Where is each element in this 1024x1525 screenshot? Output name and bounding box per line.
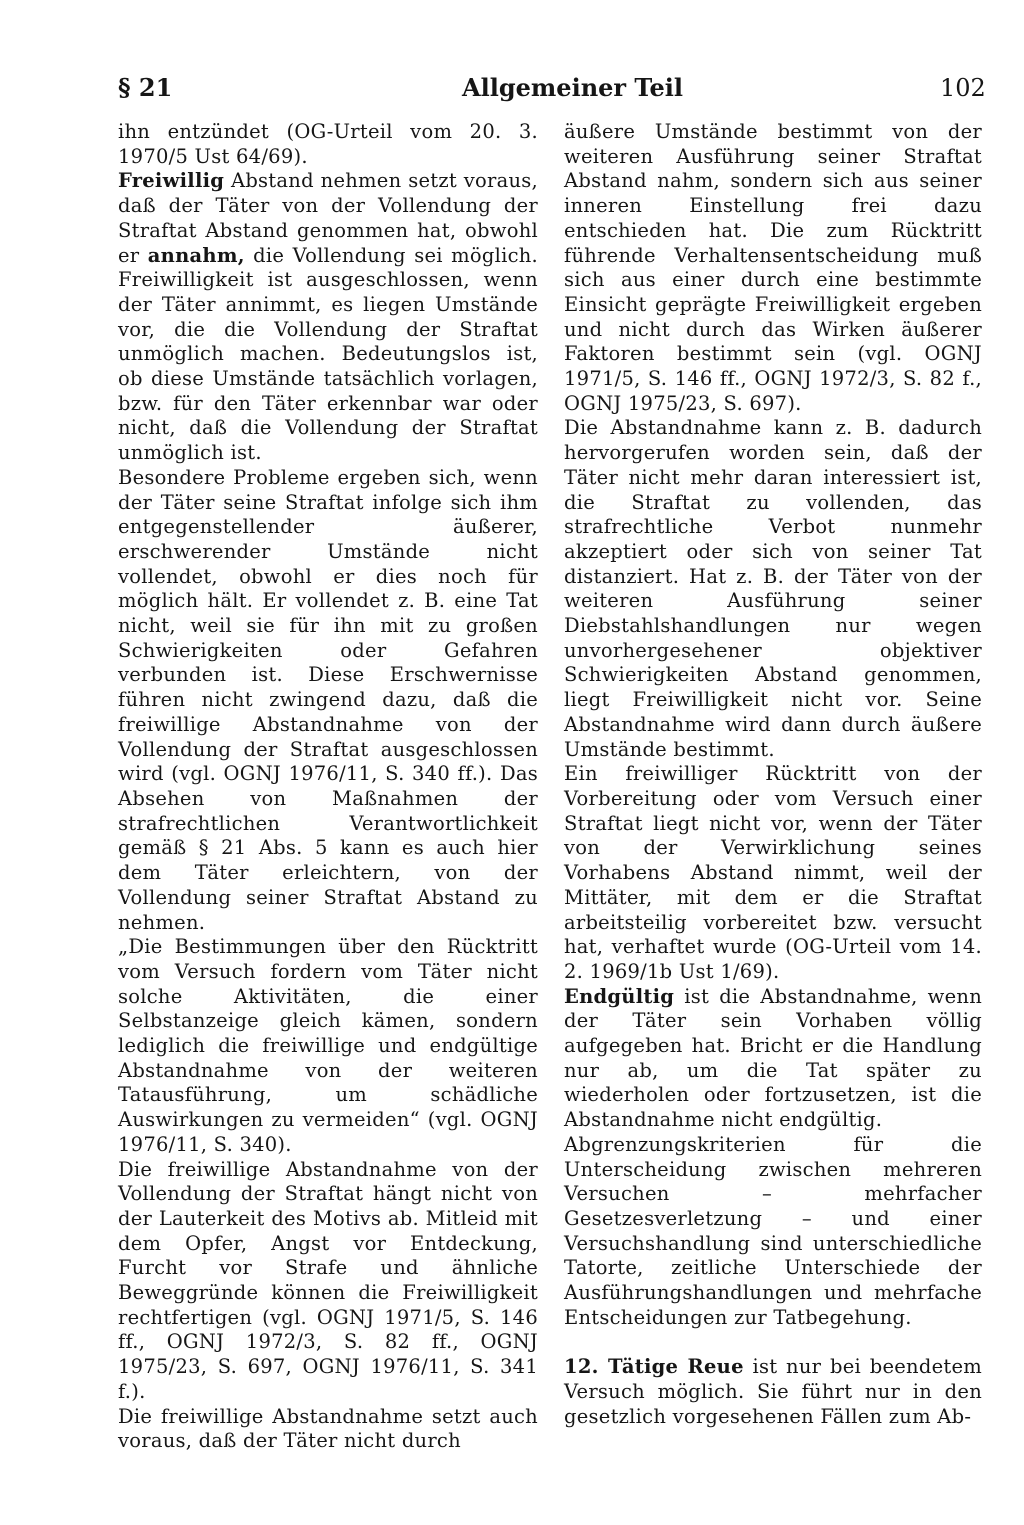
bold-term: 12. Tätige Reue (564, 1355, 744, 1379)
paragraph-gap (564, 1330, 982, 1355)
paragraph: Ein freiwilliger Rücktritt von der Vorbereitung oder vom Versuch einer Straftat liegt nicht vor, wenn der Täter von der Verwirklichung seines Vorhabens Abstand nimmt, weil der Mittäter, mit dem er die Straftat arbeitsteilig vorbereitet bzw. versucht hat, verhaftet wurde (OG-Urteil vom 14. 2. 1969/1b Ust 1/69). (564, 762, 982, 983)
paragraph: äußere Umstände bestimmt von der weiteren Ausführung seiner Straftat Abstand nahm, sondern sich aus seiner inneren Einstellung frei dazu entschieden hat. Die zum Rücktritt führende Verhaltensentscheidung muß sich aus einer durch eine bestimmte Einsicht geprägte Freiwilligkeit ergeben und nicht durch das Wirken äußerer Faktoren bestimmt sein (vgl. OGNJ 1971/5, S. 146 ff., OGNJ 1972/3, S. 82 f., OGNJ 1975/23, S. 697). (564, 120, 982, 415)
paragraph: ihn entzündet (OG-Urteil vom 20. 3. 1970/5 Ust 64/69). (118, 120, 538, 168)
paragraph: Die freiwillige Abstandnahme von der Vollendung der Straftat hängt nicht von der Lauterkeit des Motivs ab. Mitleid mit dem Opfer, Angst vor Entdeckung, Furcht vor Strafe und ähnliche Beweggründe können die Freiwilligkeit rechtfertigen (vgl. OGNJ 1971/5, S. 146 ff., OGNJ 1972/3, S. 82 ff., OGNJ 1975/23, S. 697, OGNJ 1976/11, S. 341 f.). (118, 1157, 538, 1403)
paragraph: Freiwillig Abstand nehmen setzt voraus, daß der Täter von der Vollendung der Straftat Abstand genommen hat, obwohl er annahm, die Vollendung sei möglich. Freiwilligkeit ist ausgeschlossen, wenn der Täter annimmt, es liegen Umstände vor, die die Vollendung der Straftat unmöglich machen. Bedeutungslos ist, ob diese Umstände tatsächlich vorlagen, bzw. für den Täter erkennbar war oder nicht, daß die Vollendung der Straftat unmöglich ist. (118, 169, 539, 465)
section-number: § 21 (118, 73, 173, 102)
paragraph: Besondere Probleme ergeben sich, wenn der Täter seine Straftat infolge sich ihm entgegenstellender äußerer, erschwerender Umstände nicht vollendet, obwohl er dies noch für möglich hält. Er vollendet z. B. eine Tat nicht, weil sie für ihn mit zu großen Schwierigkeiten oder Gefahren verbunden ist. Diese Erschwernisse führen nicht zwingend dazu, daß die freiwillige Abstandnahme von der Vollendung der Straftat ausgeschlossen wird (vgl. OGNJ 1976/11, S. 340 ff.). Das Absehen von Maßnahmen der strafrechtlichen Verantwortlichkeit gemäß § 21 Abs. 5 kann es auch hier dem Täter erleichtern, von der Vollendung seiner Straftat Abstand zu nehmen. (118, 465, 538, 934)
paragraph: 12. Tätige Reue ist nur bei beendetem Versuch möglich. Sie führt nur in den gesetzlich vorgesehenen Fällen zum Ab- (564, 1355, 982, 1428)
paragraph: Abgrenzungskriterien für die Unterscheidung zwischen mehreren Versuchen – mehrfacher Gesetzesverletzung – und einer Versuchshandlung sind unterschiedliche Tatorte, zeitliche Unterschiede der Ausführungshandlungen und mehrfache Entscheidungen zur Tatbegehung. (564, 1132, 982, 1329)
paragraph: Die freiwillige Abstandnahme setzt auch voraus, daß der Täter nicht durch (118, 1404, 538, 1453)
page-header (0, 68, 1024, 108)
running-title: Allgemeiner Teil (462, 73, 684, 102)
bold-term: Endgültig (564, 984, 675, 1008)
left-column (118, 120, 538, 1454)
paragraph: Die Abstandnahme kann z. B. dadurch hervorgerufen worden sein, daß der Täter nicht mehr daran interessiert ist, die Straftat zu vollenden, das strafrechtliche Verbot nunmehr akzeptiert oder sich von seiner Tat distanziert. Hat z. B. der Täter von der weiteren Ausführung seiner Diebstahlshandlungen nur wegen unvorhergesehener objektiver Schwierigkeiten Abstand genommen, liegt Freiwilligkeit nicht vor. Seine Abstandnahme wird dann durch äußere Umstände bestimmt. (564, 416, 982, 761)
paragraph: Endgültig ist die Abstandnahme, wenn der Täter sein Vorhaben völlig aufgegeben hat. Bricht er die Handlung nur ab, um die Tat später zu wiederholen oder fortzusetzen, ist die Abstandnahme nicht endgültig. (564, 984, 982, 1132)
bold-term: Freiwillig (118, 169, 225, 193)
right-column (564, 120, 982, 1430)
page-number: 102 (940, 74, 986, 102)
bold-term: annahm, (147, 243, 245, 267)
paragraph: „Die Bestimmungen über den Rücktritt vom Versuch fordern vom Täter nicht solche Aktivitäten, die einer Selbstanzeige gleich kämen, sondern lediglich die freiwillige und endgültige Abstandnahme von der weiteren Tatausführung, um schädliche Auswirkungen zu vermeiden“ (vgl. OGNJ 1976/11, S. 340). (118, 935, 538, 1156)
